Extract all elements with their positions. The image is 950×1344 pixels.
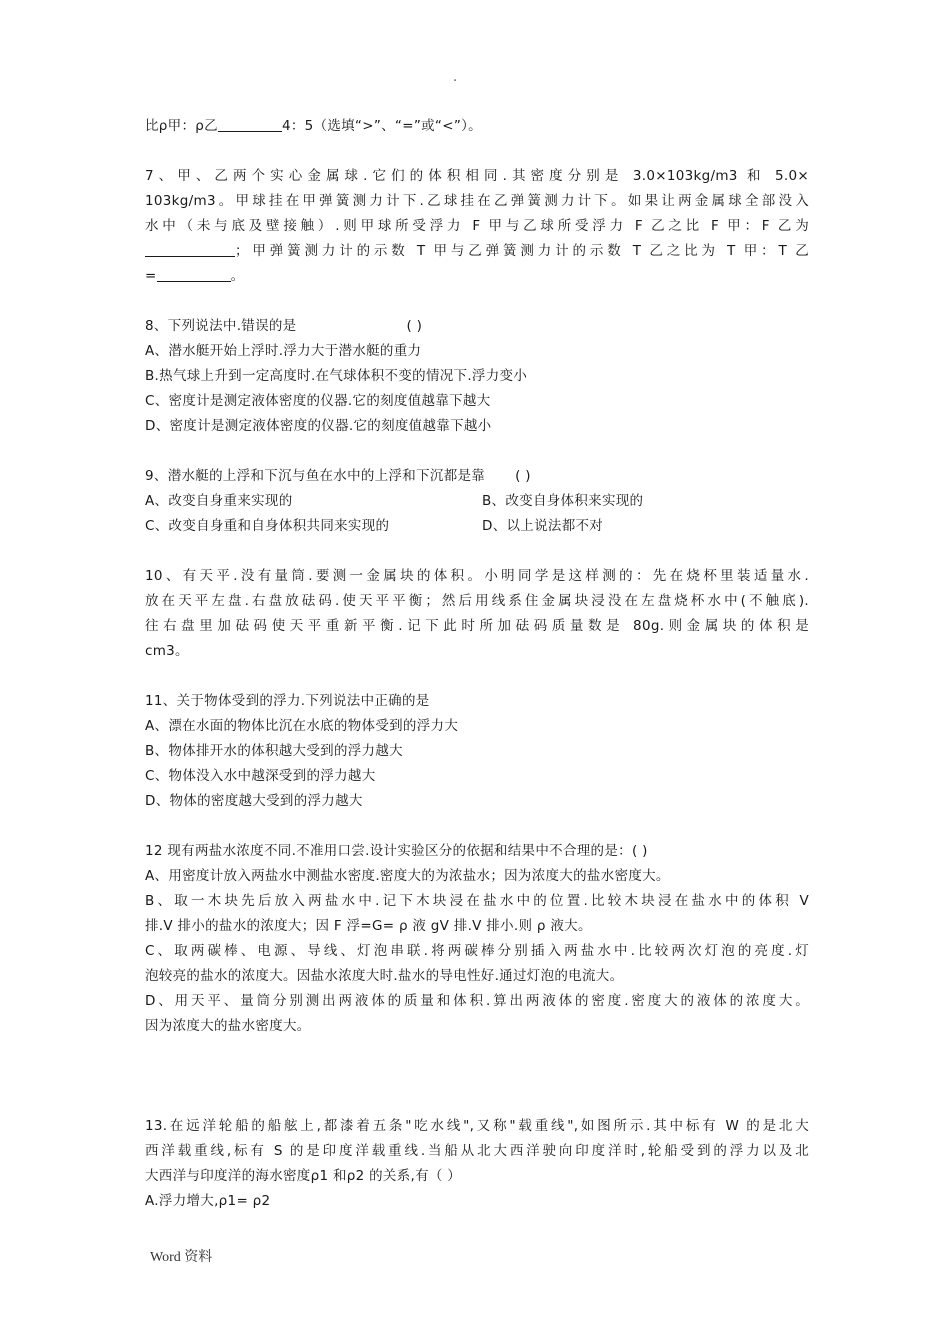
q9-option-c: C、改变自身重和自身体积共同来实现的: [145, 518, 390, 534]
q8-answer-paren[interactable]: ( ): [406, 318, 423, 334]
q12-option-b-line-1: B、取一木块先后放入两盐水中.记下木块浸在盐水中的位置.比较木块浸在盐水中的体积 V: [145, 893, 809, 909]
q8-stem-text: 8、下列说法中.错误的是: [145, 318, 297, 334]
q7-line-5-prefix: =: [145, 268, 157, 284]
q8-option-b: B.热气球上升到一定高度时.在气球体积不变的情况下.浮力变小: [145, 368, 528, 384]
q6-answer-blank[interactable]: [218, 116, 282, 132]
q7-line-5-suffix: 。: [230, 268, 245, 284]
q12-option-a: A、用密度计放入两盐水中测盐水密度.密度大的为浓盐水；因为浓度大的盐水密度大。: [145, 868, 670, 884]
q7-answer-blank-2[interactable]: [157, 266, 231, 282]
q7-line-4-text: ；甲弹簧测力计的示数 T 甲与乙弹簧测力计的示数 T 乙之比为 T 甲：T 乙: [235, 243, 809, 259]
q13-line-1: 13.在远洋轮船的船舷上,都漆着五条"吃水线",又称"载重线",如图所示.其中标有 W 的是北大: [145, 1118, 809, 1134]
question-13: [145, 1114, 809, 1214]
page-marker-dot: .: [453, 70, 458, 85]
q10-line-4: cm3。: [145, 643, 189, 659]
q13-line-2: 西洋载重线,标有 S 的是印度洋载重线.当船从北大西洋驶向印度洋时,轮船受到的浮力以及北: [145, 1143, 809, 1159]
q11-option-a: A、漂在水面的物体比沉在水底的物体受到的浮力大: [145, 718, 459, 734]
q7-line-1: 7、甲、乙两个实心金属球.它们的体积相同.其密度分别是 3.0×103kg/m3 和 5.0×: [145, 168, 809, 184]
q8-option-d: D、密度计是测定液体密度的仪器.它的刻度值越靠下越小: [145, 418, 492, 434]
q9-answer-paren[interactable]: ( ): [515, 468, 531, 484]
q9-options-row-2: [145, 514, 809, 539]
question-8: [145, 314, 809, 439]
q13-line-3: 大西洋与印度洋的海水密度ρ1 和ρ2 的关系,有（ ）: [145, 1168, 462, 1184]
q8-stem: [145, 314, 809, 339]
q9-option-d: D、以上说法都不对: [482, 518, 604, 534]
q11-stem: 11、关于物体受到的浮力.下列说法中正确的是: [145, 693, 430, 709]
q10-line-2: 放在天平左盘.右盘放砝码.使天平平衡；然后用线系住金属块浸没在左盘烧杯水中(不触底).: [145, 593, 809, 609]
q8-option-c: C、密度计是测定液体密度的仪器.它的刻度值越靠下越大: [145, 393, 491, 409]
question-11: [145, 689, 809, 814]
page-footer: Word 资料: [150, 1250, 213, 1265]
q10-line-3: 往右盘里加砝码使天平重新平衡.记下此时所加砝码质量数是 80g.则金属块的体积是: [145, 618, 809, 634]
question-9: [145, 464, 809, 539]
question-7: [145, 164, 809, 289]
q9-stem-text: 9、潜水艇的上浮和下沉与鱼在水中的上浮和下沉都是靠: [145, 468, 486, 484]
q7-line-2: 103kg/m3。甲球挂在甲弹簧测力计下.乙球挂在乙弹簧测力计下。如果让两金属球全部没入: [145, 193, 809, 209]
q9-options-row-1: [145, 489, 809, 514]
q10-line-1: 10、有天平.没有量筒.要测一金属块的体积。小明同学是这样测的：先在烧杯里装适量水.: [145, 568, 809, 584]
q8-option-a: A、潜水艇开始上浮时.浮力大于潜水艇的重力: [145, 343, 422, 359]
q6-text-after: 4：5（选填“>”、“=”或“<”）。: [281, 118, 482, 134]
q11-option-c: C、物体没入水中越深受到的浮力越大: [145, 768, 376, 784]
q12-stem: 12 现有两盐水浓度不同.不准用口尝.设计实验区分的依据和结果中不合理的是：( ): [145, 843, 648, 859]
question-12: [145, 839, 809, 1039]
q7-line-4: [145, 239, 809, 264]
q12-option-d-line-1: D、用天平、量筒分别测出两液体的质量和体积.算出两液体的密度.密度大的液体的浓度大。: [145, 993, 809, 1009]
q9-option-b: B、改变自身体积来实现的: [482, 493, 644, 509]
question-6-tail: [145, 114, 809, 139]
q12-option-d-line-2: 因为浓度大的盐水密度大。: [145, 1018, 311, 1034]
q11-option-b: B、物体排开水的体积越大受到的浮力越大: [145, 743, 403, 759]
document-body: [145, 114, 809, 1214]
q12-option-c-line-2: 泡较亮的盐水的浓度大。因盐水浓度大时.盐水的导电性好.通过灯泡的电流大。: [145, 968, 624, 984]
q9-stem: [145, 464, 809, 489]
q7-line-5: [145, 264, 809, 289]
q12-option-c-line-1: C、取两碳棒、电源、导线、灯泡串联.将两碳棒分别插入两盐水中.比较两次灯泡的亮度.灯: [145, 943, 809, 959]
q9-option-a: A、改变自身重来实现的: [145, 493, 293, 509]
q11-option-d: D、物体的密度越大受到的浮力越大: [145, 793, 363, 809]
q7-answer-blank-1[interactable]: [145, 241, 235, 257]
q6-text-before: 比ρ甲：ρ乙: [145, 118, 218, 134]
question-10: [145, 564, 809, 664]
q7-line-3: 水中（未与底及壁接触）.则甲球所受浮力 F 甲与乙球所受浮力 F 乙之比 F 甲：F 乙为: [145, 218, 809, 234]
q13-option-a: A.浮力增大,ρ1= ρ2: [145, 1193, 271, 1209]
q12-option-b-line-2: 排.V 排小的盐水的浓度大；因 F 浮=G= ρ 液 gV 排.V 排小.则 ρ 液大。: [145, 918, 592, 934]
